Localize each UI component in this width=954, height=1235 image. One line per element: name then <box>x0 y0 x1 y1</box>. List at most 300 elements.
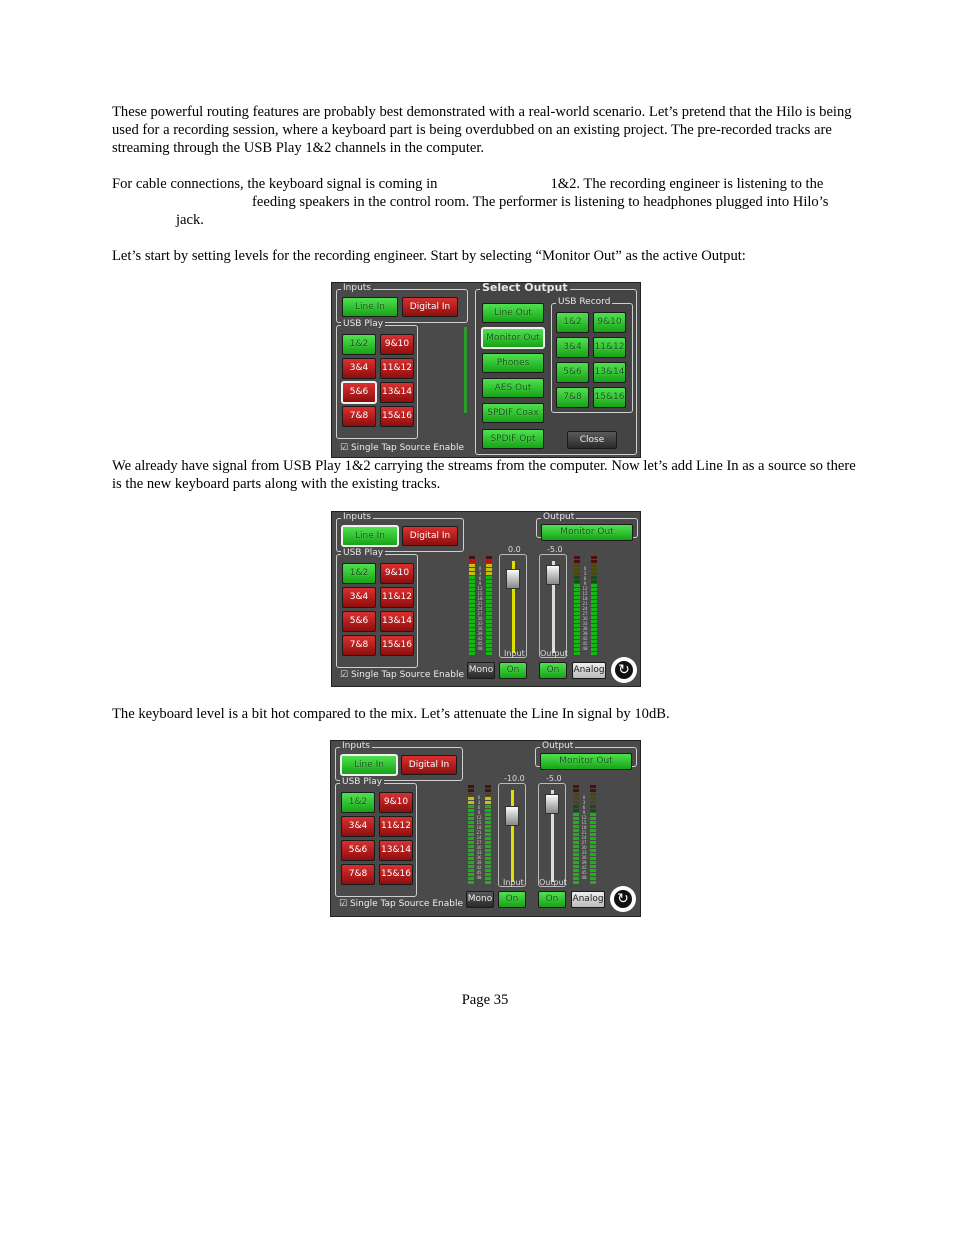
input-fader[interactable] <box>499 554 527 658</box>
meter-segment <box>486 572 492 575</box>
meter-scale-tick: 48 <box>581 875 587 880</box>
meter-scale-tick: 27 <box>581 840 587 845</box>
meter-segment <box>573 797 579 800</box>
meter-segment <box>591 632 597 635</box>
meter-segment <box>590 821 596 824</box>
usb-play-15-16-button[interactable]: 15&16 <box>380 635 414 656</box>
meter-segment <box>573 861 579 864</box>
close-button[interactable]: Close <box>567 431 617 449</box>
output-fader[interactable] <box>539 554 567 658</box>
line-out-button[interactable]: Line Out <box>482 303 544 323</box>
meter-scale-tick: 0 <box>583 566 587 571</box>
meter-segment <box>591 624 597 627</box>
input-fader-label: Input <box>503 878 524 887</box>
meter-segment <box>574 648 580 651</box>
meter-segment <box>591 564 597 567</box>
meter-segment <box>574 644 580 647</box>
meter-scale-tick: 48 <box>582 646 588 651</box>
paragraph-cables-part-c: feeding speakers in the control room. The performer is listening to headphones plugged into Hilo’s <box>252 194 829 210</box>
usb-play-13-14-button[interactable]: 13&14 <box>379 840 413 861</box>
meter-segment <box>574 636 580 639</box>
meter-scale-tick: 33 <box>477 621 483 626</box>
output-level-readout: -5.0 <box>546 774 562 783</box>
mono-button[interactable]: Mono <box>467 662 495 679</box>
meter-segment <box>591 596 597 599</box>
meter-segment <box>574 576 580 579</box>
meter-segment <box>486 556 492 559</box>
meter-segment <box>574 608 580 611</box>
meter-segment <box>590 837 596 840</box>
meter-scale-tick: 15 <box>477 591 483 596</box>
meter-segment <box>485 813 491 816</box>
meter-segment <box>469 592 475 595</box>
paragraph-intro: These powerful routing features are probably best demonstrated with a real-world scenario. Let’s pretend that the Hilo is being used for a recording session, where a keyboard part is being overdubbed on an existing project. The pre-recorded tracks are streaming through the USB Play 1&2 channels in the computer. <box>112 104 852 156</box>
meter-segment <box>468 849 474 852</box>
meter-scale-tick: 36 <box>477 626 483 631</box>
usb-record-11-12-button[interactable]: 11&12 <box>593 337 626 358</box>
meter-segment <box>469 636 475 639</box>
meter-segment <box>469 624 475 627</box>
meter-scale-tick: 30 <box>476 845 482 850</box>
meter-segment <box>573 801 579 804</box>
meter-scale-tick: 0 <box>582 795 586 800</box>
meter-segment <box>573 869 579 872</box>
line-in-button[interactable]: Line In <box>342 297 398 317</box>
meter-segment <box>590 865 596 868</box>
meter-segment <box>590 873 596 876</box>
input-fader[interactable] <box>498 783 526 887</box>
meter-scale-tick: 36 <box>582 626 588 631</box>
usb-play-7-8-button[interactable]: 7&8 <box>341 864 375 885</box>
meter-segment <box>590 805 596 808</box>
output-level-meter-left <box>574 556 580 656</box>
output-level-meter-right <box>590 785 596 885</box>
meter-segment <box>468 837 474 840</box>
meter-scale-tick: 27 <box>582 611 588 616</box>
output-label: Output <box>543 512 575 522</box>
meter-segment <box>469 572 475 575</box>
analog-button[interactable]: Analog <box>571 891 605 908</box>
meter-segment <box>469 640 475 643</box>
meter-segment <box>591 584 597 587</box>
meter-scale-tick: 48 <box>476 875 482 880</box>
digital-in-button[interactable]: Digital In <box>402 526 458 546</box>
meter-segment <box>574 596 580 599</box>
output-on-button[interactable]: On <box>539 662 567 679</box>
meter-segment <box>591 556 597 559</box>
usb-play-3-4-button[interactable]: 3&4 <box>342 587 376 608</box>
meter-segment <box>485 797 491 800</box>
meter-scale-tick: 18 <box>476 825 482 830</box>
input-fader-track <box>511 790 514 882</box>
meter-segment <box>469 652 475 655</box>
usb-record-3-4-button[interactable]: 3&4 <box>556 337 589 358</box>
meter-segment <box>468 845 474 848</box>
meter-segment <box>486 652 492 655</box>
meter-segment <box>590 833 596 836</box>
meter-segment <box>468 809 474 812</box>
select-output-screenshot <box>331 282 641 458</box>
output-fader-label: Output <box>539 878 567 887</box>
usb-play-15-16-button[interactable]: 15&16 <box>380 406 414 427</box>
meter-segment <box>574 580 580 583</box>
meter-segment <box>469 588 475 591</box>
output-meter-scale <box>582 566 588 651</box>
meter-segment <box>485 837 491 840</box>
meter-segment <box>574 564 580 567</box>
paragraph-cables <box>112 175 862 229</box>
paragraph-cables-part-d: jack. <box>176 212 204 228</box>
meter-segment <box>573 813 579 816</box>
usb-play-11-12-button[interactable]: 11&12 <box>380 587 414 608</box>
meter-segment <box>573 857 579 860</box>
single-tap-label: Single Tap Source Enable <box>349 899 463 909</box>
meter-segment <box>591 580 597 583</box>
meter-segment <box>573 865 579 868</box>
input-level-meter-right <box>486 556 492 656</box>
meter-segment <box>591 652 597 655</box>
meter-segment <box>468 841 474 844</box>
output-fader-label: Output <box>540 649 568 658</box>
spdif-opt-button[interactable]: SPDIF Opt <box>482 429 544 449</box>
meter-segment <box>574 560 580 563</box>
meter-segment <box>591 592 597 595</box>
meter-segment <box>468 861 474 864</box>
usb-play-5-6-button[interactable]: 5&6 <box>342 611 376 632</box>
meter-segment <box>590 841 596 844</box>
inputs-label: Inputs <box>343 512 371 522</box>
digital-in-button[interactable]: Digital In <box>402 297 458 317</box>
meter-scale-tick: 45 <box>476 870 482 875</box>
meter-scale-tick: 45 <box>582 641 588 646</box>
single-tap-label: Single Tap Source Enable <box>350 443 464 453</box>
meter-segment <box>574 612 580 615</box>
meter-scale-tick: 21 <box>476 830 482 835</box>
back-arrow-icon[interactable]: ↻ <box>610 886 636 912</box>
meter-segment <box>591 648 597 651</box>
meter-segment <box>486 580 492 583</box>
meter-scale-tick: 0 <box>478 566 482 571</box>
meter-segment <box>591 588 597 591</box>
meter-scale-tick: 39 <box>582 631 588 636</box>
usb-record-1-2-button[interactable]: 1&2 <box>556 312 589 333</box>
output-fader-knob[interactable] <box>545 794 559 814</box>
usb-play-1-2-button[interactable]: 1&2 <box>342 563 376 584</box>
meter-scale-tick: 21 <box>477 601 483 606</box>
usb-play-1-2-button[interactable]: 1&2 <box>341 792 375 813</box>
meter-segment <box>574 600 580 603</box>
meter-segment <box>469 632 475 635</box>
input-on-button[interactable]: On <box>499 662 527 679</box>
output-label: Output <box>542 741 574 751</box>
meter-scale-tick: 24 <box>582 606 588 611</box>
meter-segment <box>468 785 474 788</box>
analog-button[interactable]: Analog <box>572 662 606 679</box>
meter-segment <box>590 825 596 828</box>
meter-scale-tick: 15 <box>581 820 587 825</box>
phones-button[interactable]: Phones <box>482 353 544 373</box>
meter-segment <box>591 616 597 619</box>
meter-segment <box>468 805 474 808</box>
monitor-out-button[interactable]: Monitor Out <box>482 328 544 348</box>
meter-segment <box>485 805 491 808</box>
meter-scale-tick: 12 <box>476 815 482 820</box>
usb-play-11-12-button[interactable]: 11&12 <box>380 358 414 379</box>
usb-record-label: USB Record <box>558 297 611 307</box>
meter-segment <box>590 801 596 804</box>
meter-scale-tick: 3 <box>477 800 481 805</box>
single-tap-checkbox[interactable]: ☑ Single Tap Source Enable <box>340 670 464 680</box>
meter-segment <box>486 608 492 611</box>
usb-play-9-10-button[interactable]: 9&10 <box>380 334 414 355</box>
paragraph-monitor-out: Let’s start by setting levels for the recording engineer. Start by selecting “Monitor Out” as the active Output: <box>112 248 746 264</box>
paragraph-attenuate: The keyboard level is a bit hot compared to the mix. Let’s attenuate the Line In signal by 10dB. <box>112 706 670 722</box>
usb-play-label: USB Play <box>343 548 384 558</box>
output-on-button[interactable]: On <box>538 891 566 908</box>
meter-segment <box>574 628 580 631</box>
meter-segment <box>469 608 475 611</box>
meter-segment <box>590 857 596 860</box>
meter-scale-tick: 18 <box>477 596 483 601</box>
usb-play-5-6-button[interactable]: 5&6 <box>342 382 376 403</box>
single-tap-checkbox[interactable]: ☑ Single Tap Source Enable <box>340 443 464 453</box>
back-arrow-icon[interactable]: ↻ <box>611 657 637 683</box>
meter-segment <box>590 861 596 864</box>
meter-segment <box>591 608 597 611</box>
meter-scale-tick: 6 <box>478 576 482 581</box>
meter-scale-tick: 21 <box>581 830 587 835</box>
meter-scale-tick: 12 <box>477 586 483 591</box>
meter-segment <box>486 620 492 623</box>
spdif-coax-button[interactable]: SPDIF Coax <box>482 403 544 423</box>
select-output-label: Select Output <box>482 282 568 294</box>
meter-segment <box>486 616 492 619</box>
meter-segment <box>485 801 491 804</box>
usb-play-5-6-button[interactable]: 5&6 <box>341 840 375 861</box>
meter-segment <box>591 628 597 631</box>
meter-scale-tick: 42 <box>581 865 587 870</box>
meter-segment <box>573 833 579 836</box>
meter-segment <box>486 628 492 631</box>
meter-scale-tick: 9 <box>478 581 482 586</box>
meter-segment <box>468 865 474 868</box>
usb-record-13-14-button[interactable]: 13&14 <box>593 362 626 383</box>
input-level-meter-right <box>485 785 491 885</box>
meter-segment <box>485 845 491 848</box>
meter-segment <box>590 853 596 856</box>
meter-segment <box>591 560 597 563</box>
meter-segment <box>485 865 491 868</box>
meter-segment <box>573 845 579 848</box>
input-fader-knob[interactable] <box>505 806 519 826</box>
meter-scale-tick: 36 <box>476 855 482 860</box>
meter-segment <box>591 620 597 623</box>
meter-segment <box>574 584 580 587</box>
meter-segment <box>591 576 597 579</box>
meter-scale-tick: 48 <box>477 646 483 651</box>
meter-scale-tick: 39 <box>477 631 483 636</box>
meter-segment <box>573 881 579 884</box>
usb-play-1-2-button[interactable]: 1&2 <box>342 334 376 355</box>
meter-segment <box>468 881 474 884</box>
meter-segment <box>573 873 579 876</box>
input-on-button[interactable]: On <box>498 891 526 908</box>
usb-play-13-14-button[interactable]: 13&14 <box>380 382 414 403</box>
output-meter-scale <box>581 795 587 880</box>
usb-play-13-14-button[interactable]: 13&14 <box>380 611 414 632</box>
meter-segment <box>468 789 474 792</box>
output-level-meter-right <box>591 556 597 656</box>
paragraph-cables-part-b: 1&2. The recording engineer is listening to the <box>550 176 824 192</box>
usb-play-label: USB Play <box>343 319 384 329</box>
meter-segment <box>590 813 596 816</box>
mixer-screenshot-line-in <box>331 511 641 687</box>
meter-segment <box>591 636 597 639</box>
output-fader[interactable] <box>538 783 566 887</box>
usb-play-3-4-button[interactable]: 3&4 <box>342 358 376 379</box>
mixer-screenshot-attenuated <box>330 740 641 917</box>
meter-segment <box>485 817 491 820</box>
meter-scale-tick: 0 <box>477 795 481 800</box>
meter-scale-tick: 24 <box>581 835 587 840</box>
meter-segment <box>574 572 580 575</box>
single-tap-checkbox[interactable]: ☑ Single Tap Source Enable <box>339 899 463 909</box>
meter-segment <box>486 640 492 643</box>
meter-segment <box>486 584 492 587</box>
meter-segment <box>590 877 596 880</box>
meter-scale-tick: 36 <box>581 855 587 860</box>
meter-segment <box>469 600 475 603</box>
meter-segment <box>486 644 492 647</box>
meter-scale-tick: 12 <box>582 586 588 591</box>
meter-segment <box>469 576 475 579</box>
meter-segment <box>574 624 580 627</box>
meter-segment <box>486 592 492 595</box>
meter-segment <box>468 869 474 872</box>
meter-segment <box>485 873 491 876</box>
meter-segment <box>469 568 475 571</box>
meter-segment <box>486 576 492 579</box>
usb-record-15-16-button[interactable]: 15&16 <box>593 387 626 408</box>
meter-segment <box>486 560 492 563</box>
meter-segment <box>485 789 491 792</box>
meter-segment <box>485 821 491 824</box>
input-fader-knob[interactable] <box>506 569 520 589</box>
meter-segment <box>469 584 475 587</box>
meter-segment <box>468 825 474 828</box>
meter-segment <box>574 616 580 619</box>
usb-play-15-16-button[interactable]: 15&16 <box>379 864 413 885</box>
digital-in-button[interactable]: Digital In <box>401 755 457 775</box>
usb-record-9-10-button[interactable]: 9&10 <box>593 312 626 333</box>
meter-segment <box>590 797 596 800</box>
aes-out-button[interactable]: AES Out <box>482 378 544 398</box>
meter-scale-tick: 39 <box>581 860 587 865</box>
meter-segment <box>469 564 475 567</box>
meter-segment <box>590 829 596 832</box>
meter-segment <box>574 568 580 571</box>
mono-button[interactable]: Mono <box>466 891 494 908</box>
meter-segment <box>469 580 475 583</box>
input-level-meter-left <box>468 785 474 885</box>
meter-segment <box>486 564 492 567</box>
meter-segment <box>469 596 475 599</box>
meter-scale-tick: 3 <box>582 800 586 805</box>
meter-segment <box>468 833 474 836</box>
meter-segment <box>486 588 492 591</box>
meter-segment <box>574 592 580 595</box>
meter-scale-tick: 6 <box>582 805 586 810</box>
output-fader-knob[interactable] <box>546 565 560 585</box>
usb-play-11-12-button[interactable]: 11&12 <box>379 816 413 837</box>
meter-segment <box>573 837 579 840</box>
meter-segment <box>573 793 579 796</box>
meter-segment <box>469 620 475 623</box>
meter-segment <box>469 648 475 651</box>
meter-scale-tick: 27 <box>476 840 482 845</box>
meter-scale-tick: 12 <box>581 815 587 820</box>
input-meter-scale <box>477 566 483 651</box>
meter-segment <box>574 556 580 559</box>
meter-segment <box>573 853 579 856</box>
usb-record-7-8-button[interactable]: 7&8 <box>556 387 589 408</box>
usb-play-7-8-button[interactable]: 7&8 <box>342 635 376 656</box>
usb-play-label: USB Play <box>342 777 383 787</box>
meter-scale-tick: 42 <box>582 636 588 641</box>
meter-scale-tick: 45 <box>477 641 483 646</box>
meter-scale-tick: 27 <box>477 611 483 616</box>
inputs-label: Inputs <box>343 283 371 293</box>
meter-segment <box>469 560 475 563</box>
meter-segment <box>590 881 596 884</box>
behind-meter-strip <box>464 327 467 413</box>
meter-segment <box>485 869 491 872</box>
meter-segment <box>486 624 492 627</box>
meter-segment <box>573 821 579 824</box>
meter-segment <box>469 604 475 607</box>
meter-scale-tick: 18 <box>581 825 587 830</box>
meter-segment <box>469 616 475 619</box>
line-in-button[interactable]: Line In <box>341 755 397 775</box>
meter-segment <box>590 793 596 796</box>
meter-segment <box>468 801 474 804</box>
meter-segment <box>591 640 597 643</box>
usb-play-7-8-button[interactable]: 7&8 <box>342 406 376 427</box>
monitor-out-button[interactable]: Monitor Out <box>540 753 632 770</box>
meter-segment <box>485 877 491 880</box>
meter-segment <box>591 604 597 607</box>
meter-scale-tick: 9 <box>583 581 587 586</box>
line-in-button[interactable]: Line In <box>342 526 398 546</box>
meter-segment <box>468 877 474 880</box>
meter-segment <box>590 809 596 812</box>
meter-segment <box>468 821 474 824</box>
usb-play-3-4-button[interactable]: 3&4 <box>341 816 375 837</box>
meter-segment <box>485 809 491 812</box>
usb-play-9-10-button[interactable]: 9&10 <box>379 792 413 813</box>
input-level-meter-left <box>469 556 475 656</box>
usb-play-9-10-button[interactable]: 9&10 <box>380 563 414 584</box>
meter-segment <box>485 853 491 856</box>
meter-scale-tick: 9 <box>582 810 586 815</box>
meter-scale-tick: 9 <box>477 810 481 815</box>
meter-segment <box>468 817 474 820</box>
usb-record-5-6-button[interactable]: 5&6 <box>556 362 589 383</box>
meter-segment <box>485 857 491 860</box>
meter-segment <box>590 849 596 852</box>
monitor-out-button[interactable]: Monitor Out <box>541 524 633 541</box>
meter-segment <box>573 817 579 820</box>
